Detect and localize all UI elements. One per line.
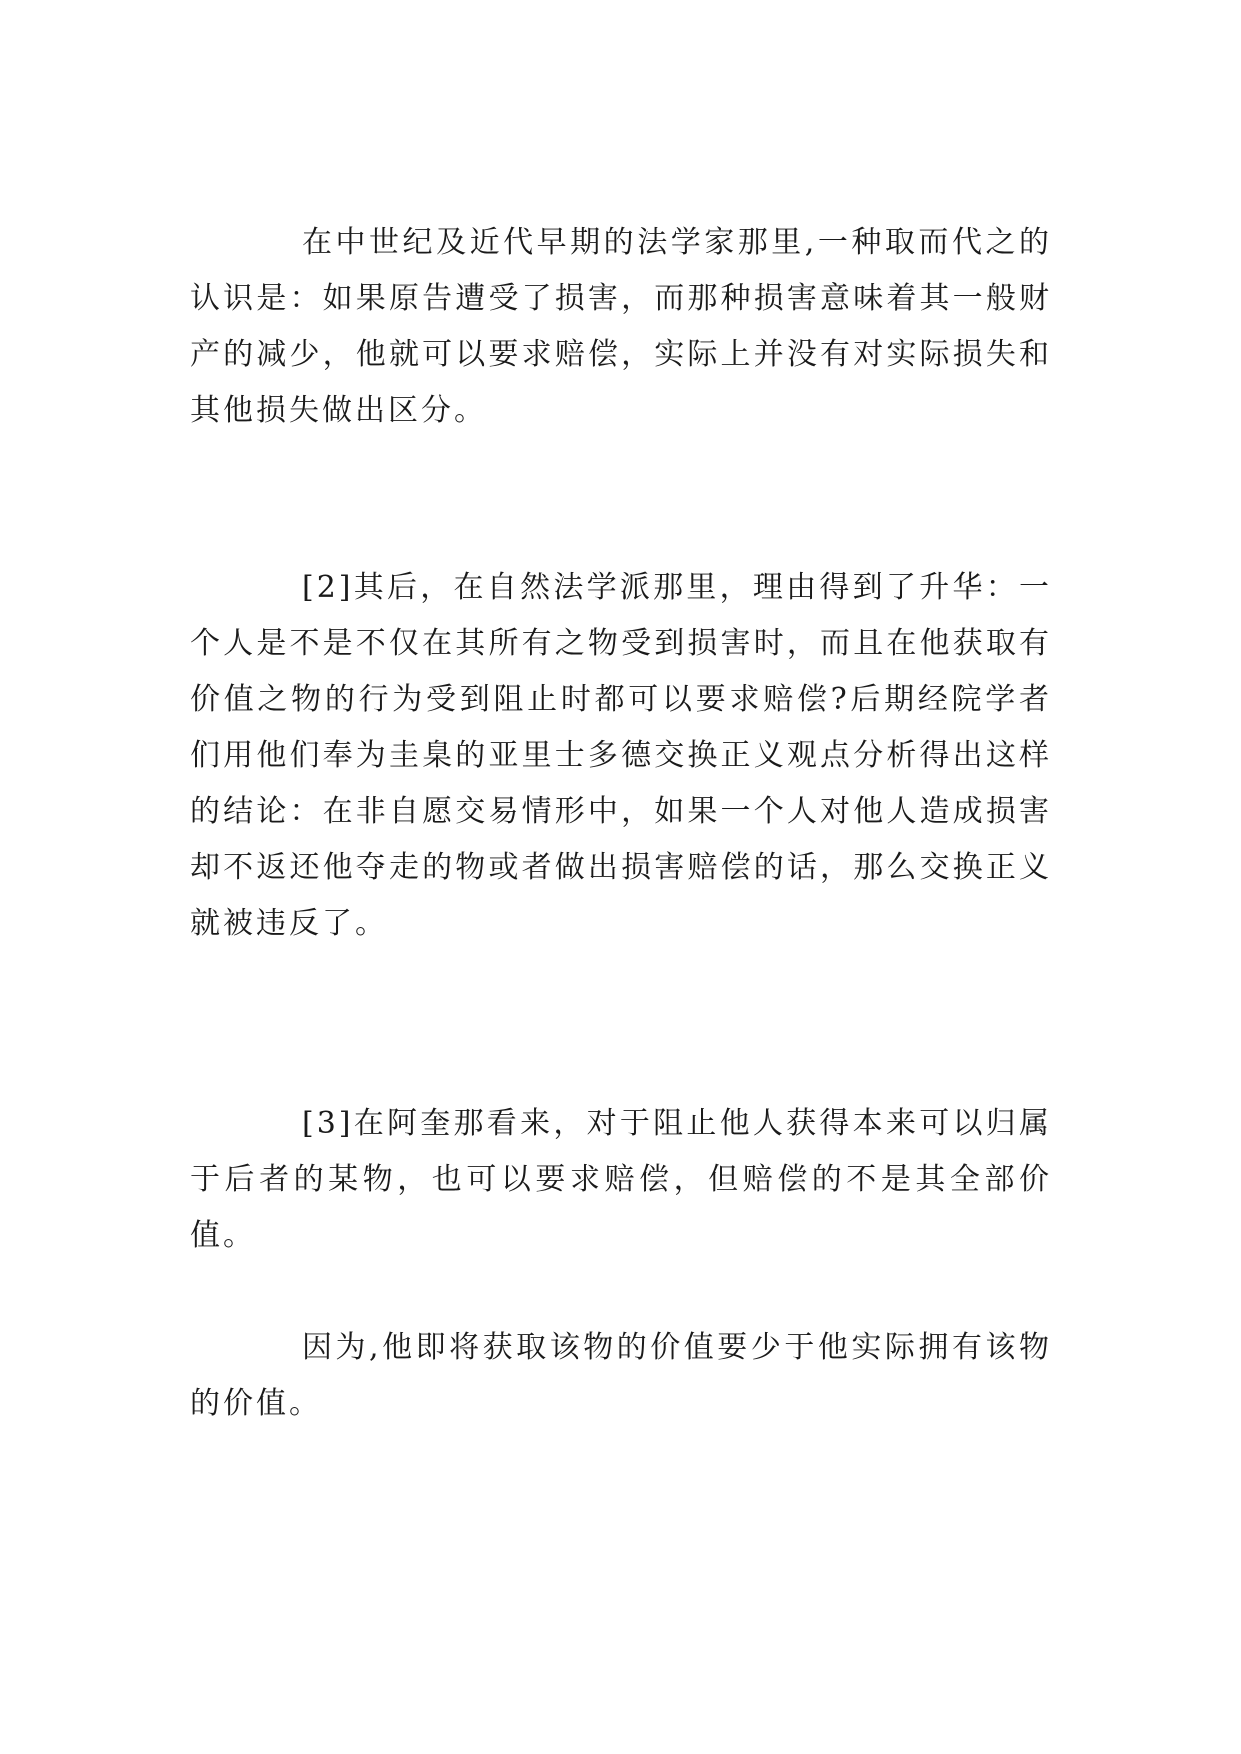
paragraph-1: 在中世纪及近代早期的法学家那里,一种取而代之的认识是：如果原告遭受了损害，而那种损害意味着其一般财产的减少，他就可以要求赔偿，实际上并没有对实际损失和其他损失做出区分。	[190, 225, 1052, 428]
paragraph-4: 因为,他即将获取该物的价值要少于他实际拥有该物的价值。	[190, 1330, 1052, 1421]
paragraph-3: [3]在阿奎那看来，对于阻止他人获得本来可以归属于后者的某物，也可以要求赔偿，但赔偿的不是其全部价值。	[190, 1106, 1052, 1253]
paragraph-2: [2]其后，在自然法学派那里，理由得到了升华：一个人是不是不仅在其所有之物受到损害时，而且在他获取有价值之物的行为受到阻止时都可以要求赔偿?后期经院学者们用他们奉为圭臬的亚里士多德交换正义观点分析得出这样的结论：在非自愿交易情形中，如果一个人对他人造成损害却不返还他夺走的物或者做出损害赔偿的话，那么交换正义就被违反了。	[190, 570, 1052, 941]
